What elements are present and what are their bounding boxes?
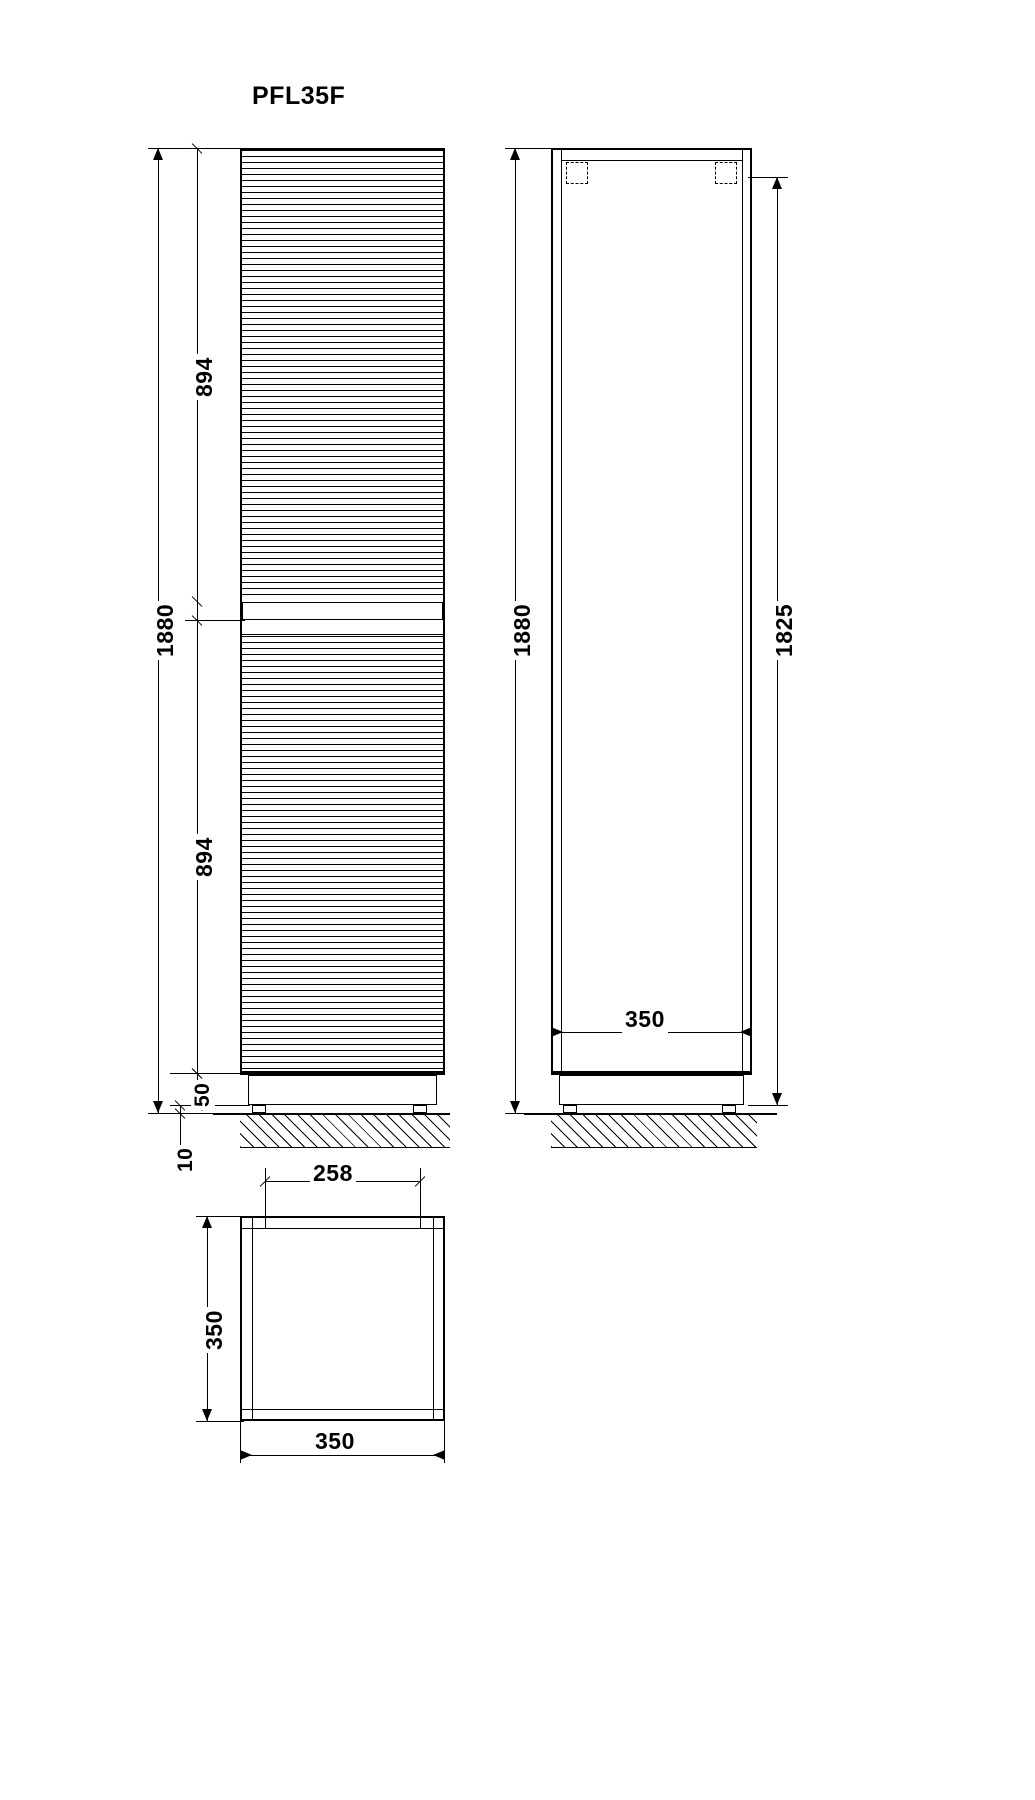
side-inner-right [742,150,743,1073]
side-ext-floor-left [505,1113,555,1114]
front-dim-total-arrow-bottom [153,1101,163,1113]
plan-dim-inner-width: 258 [310,1160,356,1187]
plan-dim-width: 350 [312,1428,358,1455]
side-dim-carcass-height: 1825 [771,601,798,660]
plan-dim-depth-arrow-bottom [202,1409,212,1421]
side-floor-hatch [551,1115,757,1147]
front-handle-rail [242,602,443,620]
side-inner-left [561,150,562,1073]
side-foot-right [722,1105,736,1113]
plan-ext-258-left [265,1168,266,1218]
plan-dim-width-arrow-right [433,1450,445,1460]
side-ext-bottom-right [748,1105,788,1106]
plan-notch-left [265,1218,266,1229]
page-title: PFL35F [252,82,346,110]
plan-ext-258-right [420,1168,421,1218]
front-dim-plinth: 50 [191,1080,215,1110]
front-dim-floor-gap: 10 [174,1145,198,1175]
side-inner-top [561,160,743,161]
side-dim-depth: 350 [622,1006,668,1033]
side-floor-hatch-bottom [551,1147,757,1148]
front-plinth [248,1075,437,1105]
plan-dim-depth: 350 [201,1307,228,1353]
front-dim-total-height: 1880 [152,601,179,660]
side-bracket-right-icon [715,162,737,184]
side-dim-total-arrow-bottom [510,1101,520,1113]
front-ext-plinth-top [170,1073,248,1074]
plan-inner-front [242,1228,443,1229]
front-foot-right [413,1105,427,1113]
front-lower-louvre-panel [242,636,443,1071]
front-dim-lower-panel: 894 [191,834,218,880]
front-dim-panels-line [197,148,198,1073]
side-plinth [559,1075,744,1105]
side-bracket-left-icon [566,162,588,184]
plan-inner-back [242,1409,443,1410]
plan-inner-right [433,1218,434,1419]
side-cabinet-outline [551,148,752,1073]
plan-notch-right [420,1218,421,1229]
side-dim-total-arrow-top [510,148,520,160]
front-floor-hatch-bottom [240,1147,450,1148]
front-ext-mid [185,620,245,621]
side-dim-total-height: 1880 [509,601,536,660]
side-foot-left [563,1105,577,1113]
front-dim-gap-line [180,1105,181,1145]
side-dim-depth-arrow-left [551,1027,563,1037]
front-floor-hatch [240,1115,450,1147]
front-foot-left [252,1105,266,1113]
front-ext-floor [148,1113,248,1114]
plan-dim-width-line [240,1455,445,1456]
plan-inner-left [252,1218,253,1419]
front-upper-louvre-panel [242,150,443,600]
plan-dim-width-arrow-left [240,1450,252,1460]
side-ext-top-right [748,177,788,178]
plan-cabinet-outline [240,1216,445,1421]
front-rail-divider [242,634,443,635]
side-dim-carcass-arrow-top [772,177,782,189]
front-dim-upper-panel: 894 [191,354,218,400]
side-dim-depth-arrow-right [740,1027,752,1037]
plan-ext-depth-bottom [196,1421,244,1422]
side-dim-carcass-arrow-bottom [772,1093,782,1105]
plan-dim-depth-arrow-top [202,1216,212,1228]
front-dim-total-arrow-top [153,148,163,160]
